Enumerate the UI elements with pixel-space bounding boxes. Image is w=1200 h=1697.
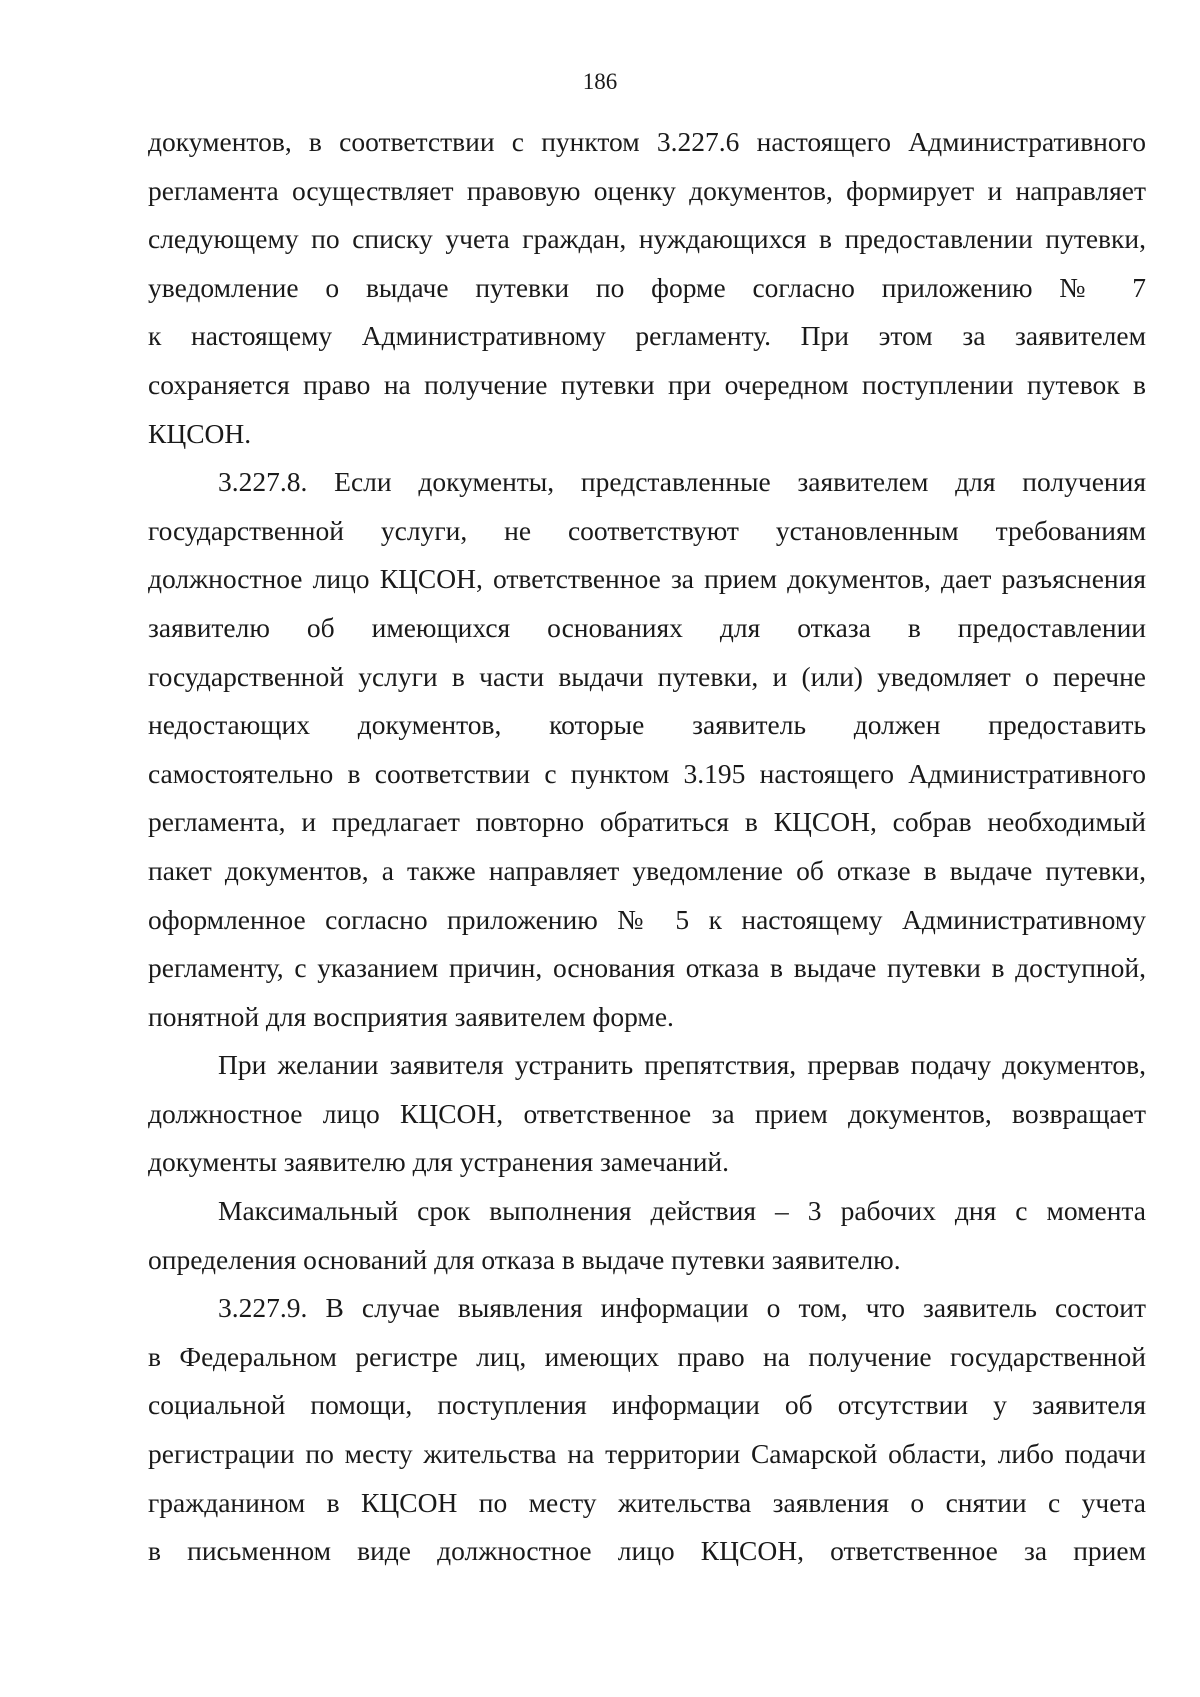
text-line: понятной для восприятия заявителем форме. [148, 1000, 674, 1032]
text-line: должностное лицо КЦСОН, ответственное за прием документов, возвращает [148, 1097, 1146, 1129]
text-line: КЦСОН. [148, 417, 252, 449]
paragraph [148, 1284, 1146, 1576]
text-line: определения оснований для отказа в выдаче путевки заявителю. [148, 1243, 901, 1275]
paragraph [148, 458, 1146, 1041]
text-line: государственной услуги, не соответствуют установленным требованиям [148, 514, 1146, 546]
text-line: Максимальный срок выполнения действия – 3 рабочих дня с момента [218, 1195, 1146, 1227]
paragraph [148, 118, 1146, 458]
page-number: 186 [582, 69, 618, 94]
text-line: При желании заявителя устранить препятствия, прервав подачу документов, [218, 1049, 1146, 1081]
text-line: сохраняется право на получение путевки при очередном поступлении путевок в [148, 368, 1146, 400]
document-body [148, 118, 1146, 1576]
text-line: заявителю об имеющихся основаниях для отказа в предоставлении [148, 611, 1146, 643]
text-line: государственной услуги в части выдачи путевки, и (или) уведомляет о перечне [148, 660, 1146, 692]
text-line: регламента, и предлагает повторно обратиться в КЦСОН, собрав необходимый [148, 806, 1146, 838]
text-line: регламенту, с указанием причин, основания отказа в выдаче путевки в доступной, [148, 952, 1146, 984]
text-line: в письменном виде должностное лицо КЦСОН, ответственное за прием [148, 1535, 1146, 1567]
text-line: документов, в соответствии с пунктом 3.227.6 настоящего Административного [148, 126, 1146, 157]
text-line: 3.227.8. Если документы, представленные заявителем для получения [218, 466, 1146, 498]
text-line: к настоящему Административному регламенту. При этом за заявителем [148, 320, 1146, 352]
text-line: недостающих документов, которые заявитель должен предоставить [148, 709, 1146, 741]
text-line: должностное лицо КЦСОН, ответственное за прием документов, дает разъяснения [148, 563, 1146, 595]
text-line: социальной помощи, поступления информации об отсутствии у заявителя [148, 1389, 1146, 1421]
text-line: в Федеральном регистре лиц, имеющих право на получение государственной [148, 1340, 1146, 1372]
paragraph [148, 1187, 1146, 1284]
text-line: оформленное согласно приложению № 5 к настоящему Административному [148, 903, 1146, 935]
text-line: регламента осуществляет правовую оценку документов, формирует и направляет [148, 174, 1146, 206]
text-line: следующему по списку учета граждан, нуждающихся в предоставлении путевки, [148, 223, 1146, 255]
text-line: пакет документов, а также направляет уведомление об отказе в выдаче путевки, [148, 854, 1146, 886]
text-line: уведомление о выдаче путевки по форме согласно приложению № 7 [148, 271, 1146, 303]
text-line: регистрации по месту жительства на территории Самарской области, либо подачи [148, 1438, 1146, 1470]
text-line: 3.227.9. В случае выявления информации о том, что заявитель состоит [218, 1292, 1146, 1324]
text-line: гражданином в КЦСОН по месту жительства заявления о снятии с учета [148, 1486, 1146, 1518]
text-line: документы заявителю для устранения замечаний. [148, 1146, 730, 1178]
paragraph [148, 1041, 1146, 1187]
text-line: самостоятельно в соответствии с пунктом 3.195 настоящего Административного [148, 757, 1146, 789]
